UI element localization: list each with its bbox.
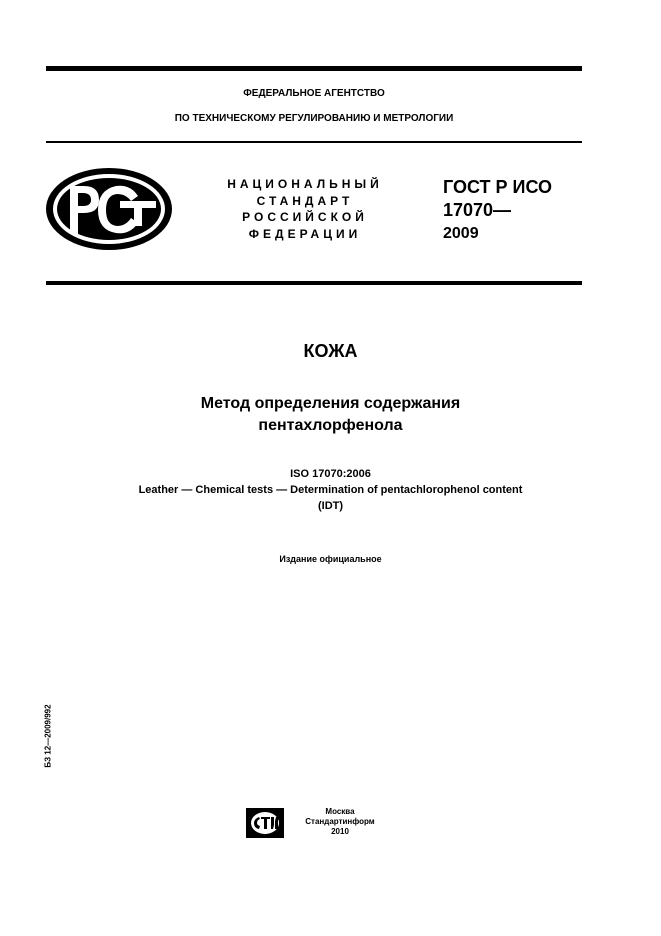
gost-line-1: ГОСТ Р ИСО [443, 177, 553, 197]
national-line-1: НАЦИОНАЛЬНЫЙ [227, 177, 383, 191]
subtitle-line-2: пентахлорфенола [258, 417, 403, 434]
iso-number: ISO 17070:2006 [290, 468, 371, 480]
side-code: БЗ 12—2009/992 [43, 704, 53, 768]
iso-reference [0, 466, 661, 514]
national-line-2: СТАНДАРТ [256, 193, 354, 208]
national-line-3: РОССИЙСКОЙ [242, 210, 368, 224]
national-line-4: ФЕДЕРАЦИИ [248, 226, 362, 241]
subtitle-line-1: Метод определения содержания [200, 395, 461, 412]
standartinform-logo-icon [246, 808, 284, 838]
agency-line-1: ФЕДЕРАЛЬНОЕ АГЕНТСТВО [243, 88, 385, 99]
iso-english-title: Leather — Chemical tests — Determination of pentachlorophenol content [138, 484, 523, 496]
header-rule [46, 141, 582, 143]
publisher-info [280, 807, 400, 837]
gost-year: 2009 [443, 225, 479, 242]
agency-line-2: ПО ТЕХНИЧЕСКОМУ РЕГУЛИРОВАНИЮ И МЕТРОЛОГИИ [174, 113, 454, 124]
iso-degree: (IDT) [317, 500, 344, 512]
gost-designation [443, 176, 552, 222]
document-title: КОЖА [303, 341, 358, 361]
header-bottom-rule [46, 281, 582, 285]
top-rule [46, 66, 582, 71]
edition-label: Издание официальное [279, 554, 382, 564]
national-standard-label [205, 176, 405, 242]
gost-line-2: 17070— [443, 200, 512, 220]
publisher-name: Стандартинформ [305, 817, 375, 826]
publisher-year: 2010 [331, 827, 349, 836]
document-subtitle [0, 393, 661, 437]
gost-r-logo-icon [44, 166, 174, 252]
publisher-city: Москва [325, 807, 355, 816]
